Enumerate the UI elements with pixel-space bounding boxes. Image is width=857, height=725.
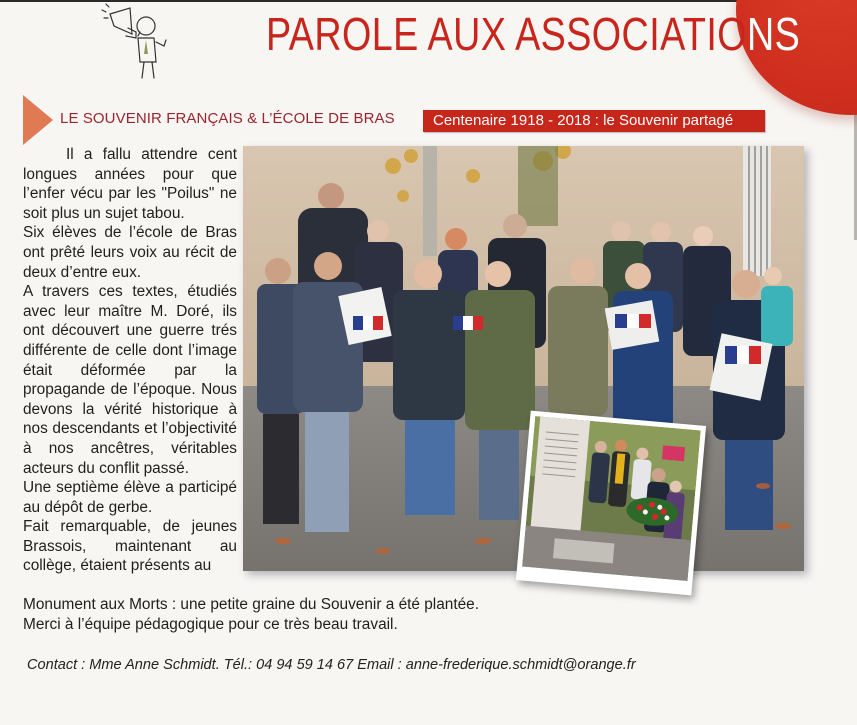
megaphone-man-icon [100,2,180,80]
article-paragraph: Une septième élève a participé au dépôt de gerbe. [23,479,237,516]
article-closing [23,595,583,634]
article-paragraph: Il a fallu attendre cent longues années pour que l’enfer vécu par les "Poilus" ne soit plus un sujet tabou. [23,146,237,222]
triangle-arrow-icon [23,95,53,145]
article-line: Merci à l’équipe pédagogique pour ce très beau travail. [23,615,398,633]
article-line: Monument aux Morts : une petite graine du Souvenir a été plantée. [23,596,480,613]
article-paragraph: Fait remarquable, de jeunes Brassois, maintenant au collège, étaient présents au [23,518,237,575]
inset-photo [516,411,706,596]
article-paragraph: A travers ces textes, étudiés avec leur maître M. Doré, ils ont découvert une guerre trés différente de celle dont l’image était déformée par la propagande de l’époque. Nous devons la vérité historique à nos descendants et l’objectivité à nos ancêtres, véritables acteurs du conflit passé. [23,283,237,477]
contact-info: Contact : Mme Anne Schmidt. Tél.: 04 94 59 14 67 Email : anne-frederique.schmidt@orange.fr [27,656,636,673]
article-body [23,145,237,576]
article-paragraph: Six élèves de l’école de Bras ont prêté leurs voix au récit de deux d’entre eux. [23,224,237,281]
section-heading: LE SOUVENIR FRANÇAIS & L’ÉCOLE DE BRAS [60,110,395,127]
page-title: PAROLE AUX ASSOCIATIONS [266,8,801,60]
subtitle-badge: Centenaire 1918 - 2018 : le Souvenir partagé [423,110,765,132]
